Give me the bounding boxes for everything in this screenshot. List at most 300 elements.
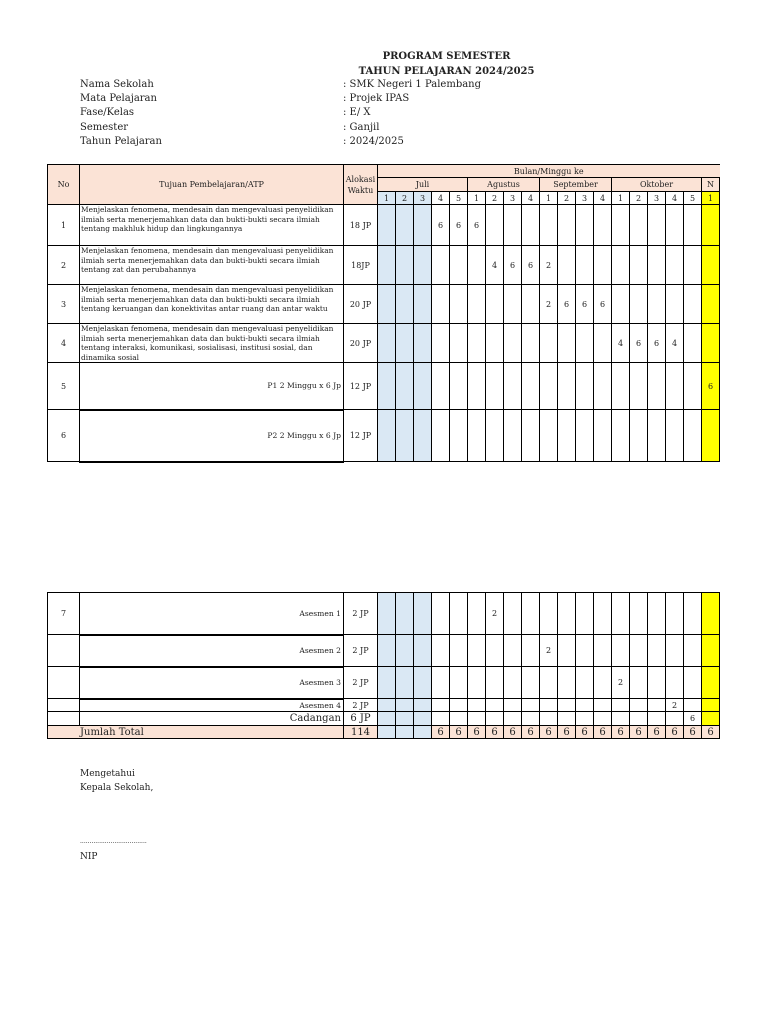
total-cell: 6 (594, 726, 612, 739)
week-cell (468, 410, 486, 462)
week-cell (594, 699, 612, 712)
week-cell (612, 363, 630, 410)
total-cell: 6 (648, 726, 666, 739)
table-row (48, 205, 720, 246)
week-cell: 6 (450, 205, 468, 246)
total-label: Jumlah Total (48, 726, 344, 739)
week-cell (666, 246, 684, 285)
week-cell (504, 285, 522, 324)
week-cell (702, 410, 720, 462)
week-cell (558, 246, 576, 285)
week-cell (396, 205, 414, 246)
week-cell: 6 (432, 205, 450, 246)
week-cell (468, 363, 486, 410)
week-cell (684, 593, 702, 635)
row-alokasi: 6 JP (344, 712, 378, 726)
week-cell: 6 (468, 205, 486, 246)
info-value: : 2024/2025 (343, 135, 404, 147)
row-alokasi: 12 JP (344, 410, 378, 462)
row-alokasi: 18 JP (344, 205, 378, 246)
col-header-no: No (48, 165, 80, 205)
week-cell (432, 667, 450, 699)
table-row (48, 699, 720, 712)
week-cell (468, 667, 486, 699)
total-cell (378, 726, 396, 739)
week-cell: 6 (594, 285, 612, 324)
row-no (48, 635, 80, 667)
week-cell (594, 324, 612, 363)
week-cell (576, 667, 594, 699)
week-cell (504, 635, 522, 667)
week-header: 3 (648, 192, 666, 205)
total-cell: 6 (684, 726, 702, 739)
week-cell (576, 324, 594, 363)
col-header-bulan: Bulan/Minggu ke (378, 165, 720, 178)
week-header: 1 (468, 192, 486, 205)
week-cell (594, 593, 612, 635)
week-cell (486, 363, 504, 410)
table-row (48, 593, 720, 635)
week-cell (630, 205, 648, 246)
total-cell: 6 (468, 726, 486, 739)
row-alokasi: 2 JP (344, 699, 378, 712)
week-cell (450, 363, 468, 410)
week-cell (378, 593, 396, 635)
week-cell (558, 363, 576, 410)
week-header: 1 (540, 192, 558, 205)
total-cell: 6 (630, 726, 648, 739)
week-cell (558, 593, 576, 635)
week-cell (558, 699, 576, 712)
week-cell (450, 410, 468, 462)
total-cell (396, 726, 414, 739)
month-header: September (540, 178, 612, 192)
week-cell (522, 712, 540, 726)
total-cell: 6 (612, 726, 630, 739)
week-cell (612, 410, 630, 462)
row-alokasi: 2 JP (344, 635, 378, 667)
week-cell (396, 363, 414, 410)
week-cell (630, 635, 648, 667)
week-cell (378, 699, 396, 712)
week-cell (648, 410, 666, 462)
week-cell (576, 205, 594, 246)
week-cell: 6 (648, 324, 666, 363)
week-cell (612, 246, 630, 285)
week-cell (612, 635, 630, 667)
week-cell (630, 246, 648, 285)
info-value: : Projek IPAS (343, 93, 410, 105)
week-cell (594, 246, 612, 285)
table-row (48, 635, 720, 667)
week-cell: 2 (540, 246, 558, 285)
row-atp: Asesmen 3 (80, 667, 344, 699)
week-header: 2 (396, 192, 414, 205)
week-cell (432, 363, 450, 410)
week-cell (648, 635, 666, 667)
week-cell (702, 712, 720, 726)
row-no: 5 (48, 363, 80, 410)
week-cell (522, 699, 540, 712)
week-cell (684, 246, 702, 285)
week-cell (450, 635, 468, 667)
week-header: 1 (378, 192, 396, 205)
week-cell (702, 667, 720, 699)
week-cell (558, 205, 576, 246)
week-cell: 2 (540, 635, 558, 667)
signature-acknowledge: Mengetahui (80, 769, 135, 779)
week-cell (378, 635, 396, 667)
week-cell (540, 593, 558, 635)
week-cell (432, 635, 450, 667)
week-cell (630, 699, 648, 712)
week-cell (486, 410, 504, 462)
week-cell (432, 285, 450, 324)
week-cell (612, 205, 630, 246)
week-cell (684, 324, 702, 363)
week-cell (522, 410, 540, 462)
signature-nip: NIP (80, 852, 98, 862)
week-cell (378, 324, 396, 363)
week-cell (450, 246, 468, 285)
info-label: Nama Sekolah (80, 79, 154, 90)
week-cell (630, 593, 648, 635)
week-cell (612, 699, 630, 712)
col-header-atp: Tujuan Pembelajaran/ATP (80, 165, 344, 205)
week-cell: 2 (540, 285, 558, 324)
week-cell (666, 593, 684, 635)
row-atp: Asesmen 4 (80, 699, 344, 712)
table-row (48, 410, 720, 462)
total-cell (414, 726, 432, 739)
week-cell (648, 205, 666, 246)
total-row (48, 726, 720, 739)
week-cell (666, 712, 684, 726)
row-no: 7 (48, 593, 80, 635)
week-cell (504, 324, 522, 363)
row-atp: Menjelaskan fenomena, mendesain dan mengevaluasi penyelidikan ilmiah serta menerjemahkan data dan bukti-bukti secara ilmiah tentang keruangan dan konektivitas antar ruang dan antar waktu (80, 285, 344, 324)
week-cell (378, 363, 396, 410)
week-header: 4 (522, 192, 540, 205)
total-cell: 6 (540, 726, 558, 739)
week-cell (576, 635, 594, 667)
row-alokasi: 18JP (344, 246, 378, 285)
week-cell (432, 699, 450, 712)
week-cell (684, 635, 702, 667)
row-no: 2 (48, 246, 80, 285)
week-cell (432, 324, 450, 363)
row-no: 6 (48, 410, 80, 462)
assessment-table (47, 592, 720, 739)
week-cell (486, 699, 504, 712)
month-header: Oktober (612, 178, 702, 192)
week-cell (432, 593, 450, 635)
week-cell (414, 699, 432, 712)
row-alokasi: 20 JP (344, 324, 378, 363)
week-cell (486, 285, 504, 324)
week-header: 2 (630, 192, 648, 205)
week-cell (396, 635, 414, 667)
week-cell (666, 205, 684, 246)
week-cell (504, 205, 522, 246)
week-cell (522, 667, 540, 699)
week-cell (576, 246, 594, 285)
week-cell (558, 410, 576, 462)
week-cell (432, 246, 450, 285)
week-cell (486, 205, 504, 246)
row-atp: Asesmen 1 (80, 593, 344, 635)
week-cell (648, 712, 666, 726)
week-cell (396, 410, 414, 462)
week-cell (504, 667, 522, 699)
total-cell: 6 (486, 726, 504, 739)
week-cell (630, 712, 648, 726)
week-cell: 6 (558, 285, 576, 324)
week-header: 1 (702, 192, 720, 205)
week-cell (522, 363, 540, 410)
week-cell (702, 324, 720, 363)
week-cell (504, 410, 522, 462)
week-cell: 6 (684, 712, 702, 726)
week-cell (504, 712, 522, 726)
week-cell (522, 593, 540, 635)
week-cell (576, 699, 594, 712)
week-cell (576, 593, 594, 635)
row-atp: Menjelaskan fenomena, mendesain dan mengevaluasi penyelidikan ilmiah serta menerjemahkan data dan bukti-bukti secara ilmiah tentang zat dan perubahannya (80, 246, 344, 285)
week-cell (702, 205, 720, 246)
week-cell (630, 410, 648, 462)
week-cell (612, 712, 630, 726)
week-cell (468, 246, 486, 285)
week-cell (378, 205, 396, 246)
row-atp: Menjelaskan fenomena, mendesain dan mengevaluasi penyelidikan ilmiah serta menerjemahkan data dan bukti-bukti secara ilmiah tentang makhluk hidup dan lingkungannya (80, 205, 344, 246)
week-header: 3 (504, 192, 522, 205)
total-cell: 6 (504, 726, 522, 739)
week-cell (594, 205, 612, 246)
week-header: 5 (684, 192, 702, 205)
week-cell (540, 699, 558, 712)
week-cell (558, 324, 576, 363)
week-header: 3 (576, 192, 594, 205)
week-cell (684, 699, 702, 712)
table-row (48, 363, 720, 410)
week-cell (666, 285, 684, 324)
week-cell (684, 285, 702, 324)
week-cell (576, 363, 594, 410)
info-value: : E/ X (343, 107, 371, 119)
week-header: 5 (450, 192, 468, 205)
week-cell (504, 363, 522, 410)
week-cell (414, 363, 432, 410)
week-cell (666, 635, 684, 667)
week-cell (396, 712, 414, 726)
week-cell (522, 324, 540, 363)
week-cell: 4 (612, 324, 630, 363)
week-cell (414, 246, 432, 285)
week-cell (414, 667, 432, 699)
month-header: N (702, 178, 720, 192)
week-cell (702, 593, 720, 635)
document-subtitle: TAHUN PELAJARAN 2024/2025 (358, 66, 535, 77)
week-cell (540, 363, 558, 410)
week-cell (630, 285, 648, 324)
week-cell (540, 205, 558, 246)
week-cell (648, 667, 666, 699)
week-cell (378, 712, 396, 726)
week-cell (684, 205, 702, 246)
week-cell (684, 667, 702, 699)
week-cell (522, 285, 540, 324)
week-cell (486, 712, 504, 726)
week-header: 2 (486, 192, 504, 205)
week-header: 1 (612, 192, 630, 205)
week-cell (558, 635, 576, 667)
week-header: 4 (432, 192, 450, 205)
week-cell (558, 712, 576, 726)
week-cell (486, 635, 504, 667)
week-cell (504, 699, 522, 712)
total-cell: 6 (666, 726, 684, 739)
row-alokasi: 2 JP (344, 667, 378, 699)
table-row (48, 712, 720, 726)
row-atp: Asesmen 2 (80, 635, 344, 667)
week-cell: 6 (702, 363, 720, 410)
week-cell (540, 410, 558, 462)
week-cell (378, 667, 396, 699)
week-cell (594, 667, 612, 699)
row-atp: Menjelaskan fenomena, mendesain dan mengevaluasi penyelidikan ilmiah serta menerjemahkan data dan bukti-bukti secara ilmiah tentang interaksi, komunikasi, sosialisasi, institusi sosial, dan dinamika sosial (80, 324, 344, 363)
signature-role: Kepala Sekolah, (80, 783, 154, 793)
week-cell (540, 667, 558, 699)
document-title: PROGRAM SEMESTER (382, 51, 511, 62)
week-cell (414, 593, 432, 635)
table-row (48, 285, 720, 324)
table-row (48, 246, 720, 285)
week-cell (630, 363, 648, 410)
week-cell: 2 (486, 593, 504, 635)
week-cell (558, 667, 576, 699)
week-header: 4 (594, 192, 612, 205)
week-cell (468, 712, 486, 726)
col-header-alokasi: Alokasi Waktu (344, 165, 378, 205)
week-header: 4 (666, 192, 684, 205)
week-cell: 6 (576, 285, 594, 324)
week-cell (414, 324, 432, 363)
week-cell (414, 410, 432, 462)
week-cell (396, 246, 414, 285)
week-cell (576, 410, 594, 462)
week-cell (396, 324, 414, 363)
week-cell (576, 712, 594, 726)
week-cell (450, 593, 468, 635)
signature-line: ................................... (80, 838, 147, 845)
week-cell (666, 363, 684, 410)
month-header: Agustus (468, 178, 540, 192)
week-cell (450, 667, 468, 699)
week-cell (432, 712, 450, 726)
total-cell: 6 (558, 726, 576, 739)
week-cell (594, 635, 612, 667)
week-cell (486, 324, 504, 363)
week-header: 3 (414, 192, 432, 205)
total-cell: 6 (432, 726, 450, 739)
week-cell (702, 699, 720, 712)
week-cell (594, 363, 612, 410)
week-cell (540, 712, 558, 726)
week-cell (612, 593, 630, 635)
month-header: Juli (378, 178, 468, 192)
week-cell: 6 (630, 324, 648, 363)
week-cell (684, 410, 702, 462)
week-cell (468, 324, 486, 363)
week-cell: 4 (666, 324, 684, 363)
row-alokasi: 12 JP (344, 363, 378, 410)
row-no: 3 (48, 285, 80, 324)
week-cell (522, 205, 540, 246)
week-cell (468, 699, 486, 712)
week-cell (414, 635, 432, 667)
info-label: Semester (80, 121, 129, 133)
week-cell (594, 712, 612, 726)
week-cell (396, 285, 414, 324)
info-value: : Ganjil (343, 121, 380, 133)
week-cell (450, 712, 468, 726)
week-header: 2 (558, 192, 576, 205)
row-no (48, 712, 80, 726)
week-cell (378, 285, 396, 324)
row-alokasi: 2 JP (344, 593, 378, 635)
table-row (48, 667, 720, 699)
week-cell (594, 410, 612, 462)
week-cell (396, 667, 414, 699)
row-atp: P2 2 Minggu x 6 Jp (80, 410, 344, 462)
week-cell (648, 699, 666, 712)
row-no: 4 (48, 324, 80, 363)
week-cell (378, 410, 396, 462)
week-cell (486, 667, 504, 699)
week-cell: 2 (612, 667, 630, 699)
row-no (48, 699, 80, 712)
info-label: Tahun Pelajaran (80, 135, 162, 147)
week-cell (612, 285, 630, 324)
week-cell (702, 635, 720, 667)
row-alokasi: 20 JP (344, 285, 378, 324)
row-no: 1 (48, 205, 80, 246)
week-cell (666, 410, 684, 462)
week-cell (414, 205, 432, 246)
row-no (48, 667, 80, 699)
week-cell (648, 363, 666, 410)
total-cell: 6 (450, 726, 468, 739)
week-cell (648, 593, 666, 635)
week-cell (702, 246, 720, 285)
info-value: : SMK Negeri 1 Palembang (343, 79, 482, 90)
info-label: Mata Pelajaran (80, 93, 157, 105)
week-cell (684, 363, 702, 410)
week-cell (378, 246, 396, 285)
week-cell (540, 324, 558, 363)
week-cell (468, 285, 486, 324)
week-cell (450, 285, 468, 324)
row-atp: Cadangan (80, 712, 344, 726)
week-cell (630, 667, 648, 699)
week-cell (396, 699, 414, 712)
total-alokasi: 114 (344, 726, 378, 739)
week-cell (414, 285, 432, 324)
row-atp: P1 2 Minggu x 6 Jp (80, 363, 344, 410)
week-cell (468, 635, 486, 667)
table-row (48, 324, 720, 363)
